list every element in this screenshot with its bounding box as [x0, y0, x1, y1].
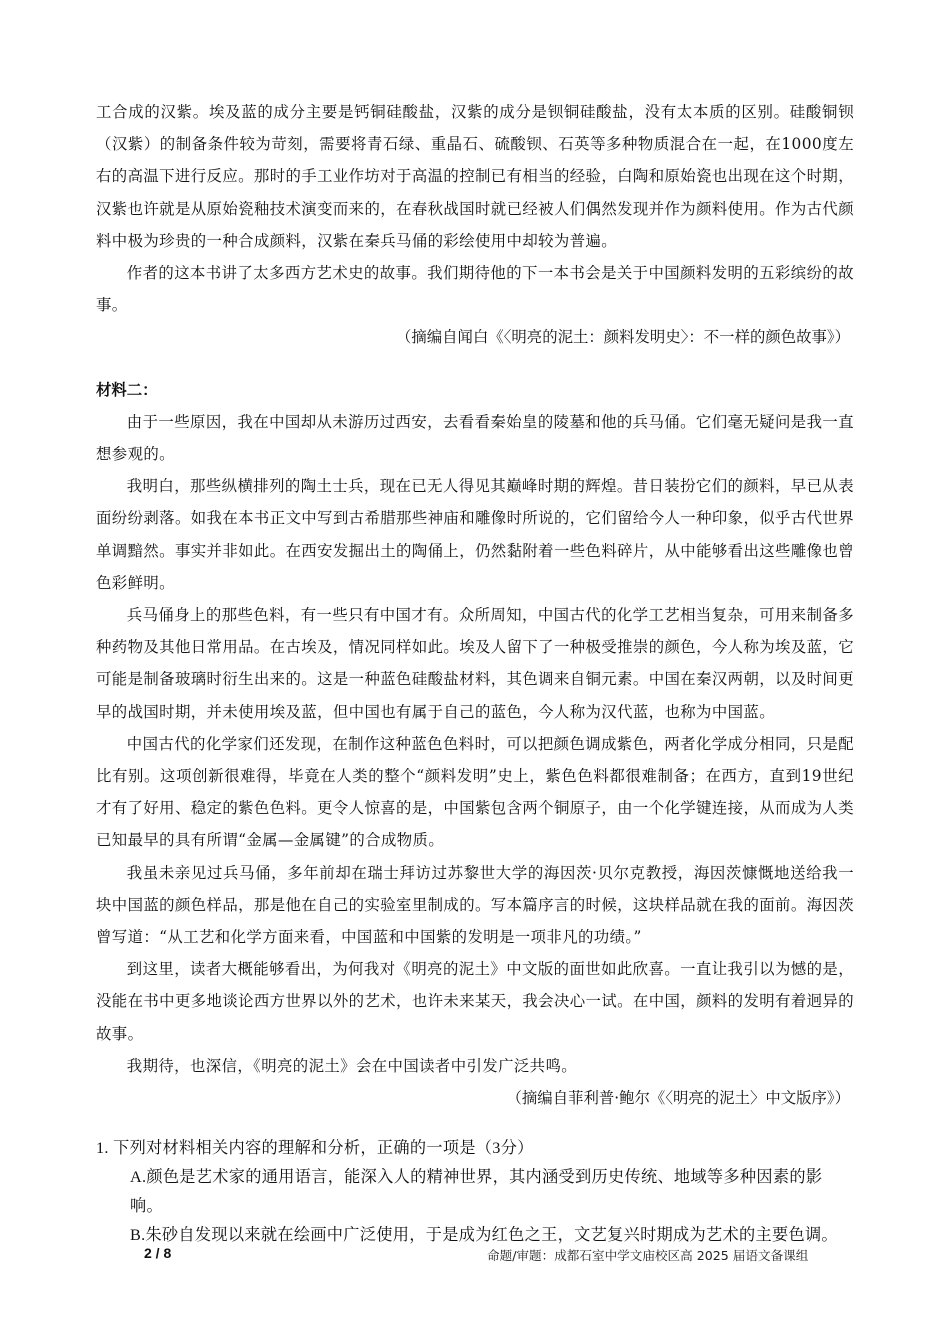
- material-2-paragraph-1: 由于一些原因，我在中国却从未游历过西安，去看看秦始皇的陵墓和他的兵马俑。它们毫无疑问是我一直想参观的。: [96, 412, 854, 464]
- material-2-paragraph-6: 到这里，读者大概能够看出，为何我对《明亮的泥土》中文版的面世如此欣喜。一直让我引以为憾的是，没能在书中更多地谈论西方世界以外的艺术，也许未来某天，我会决心一试。在中国，颜料的发明有着迥异的故事。: [96, 960, 854, 1043]
- material-2: [96, 374, 854, 1115]
- material-1-continued: [96, 96, 854, 354]
- page-footer: [0, 1245, 950, 1267]
- question-1-option-a: A.颜色是艺术家的通用语言，能深入人的精神世界，其内涵受到历史传统、地域等多种因素的影响。: [130, 1168, 823, 1216]
- question-1-option-b: B.朱砂自发现以来就在绘画中广泛使用，于是成为红色之王，文艺复兴时期成为艺术的主要色调。: [130, 1226, 838, 1245]
- footer-note: 命题/审题：成都石室中学文庙校区高 2025 届语文备课组: [487, 1248, 809, 1263]
- material-1-paragraph-1: 工合成的汉紫。埃及蓝的成分主要是钙铜硅酸盐，汉紫的成分是钡铜硅酸盐，没有太本质的区别。硅酸铜钡（汉紫）的制备条件较为苛刻，需要将青石绿、重晶石、硫酸钡、石英等多种物质混合在一起，在1000度左右的高温下进行反应。那时的手工业作坊对于高温的控制已有相当的经验，白陶和原始瓷也出现在这个时期，汉紫也许就是从原始瓷釉技术演变而来的，在春秋战国时就已经被人们偶然发现并作为颜料使用。作为古代颜料中极为珍贵的一种合成颜料，汉紫在秦兵马俑的彩绘使用中却较为普遍。: [96, 103, 854, 250]
- question-1: [96, 1134, 854, 1250]
- material-1-source: （摘编自闻白《〈明亮的泥土：颜料发明史〉：不一样的颜色故事》）: [395, 328, 850, 347]
- material-2-paragraph-5: 我虽未亲见过兵马俑，多年前却在瑞士拜访过苏黎世大学的海因茨·贝尔克教授，海因茨慷慨地送给我一块中国蓝的颜色样品，那是他在自己的实验室里制成的。写本篇序言的时候，这块样品就在我的面前。海因茨曾写道：“从工艺和化学方面来看，中国蓝和中国紫的发明是一项非凡的功绩。”: [96, 863, 854, 947]
- page-content: [96, 96, 854, 1250]
- material-2-paragraph-3: 兵马俑身上的那些色料，有一些只有中国才有。众所周知，中国古代的化学工艺相当复杂，可用来制备多种药物及其他日常用品。在古埃及，情况同样如此。埃及人留下了一种极受推崇的颜色，今人称为埃及蓝，它可能是制备玻璃时衍生出来的。这是一种蓝色硅酸盐材料，其色调来自铜元素。中国在秦汉两朝，以及时间更早的战国时期，并未使用埃及蓝，但中国也有属于自己的蓝色，今人称为汉代蓝，也称为中国蓝。: [96, 606, 854, 721]
- material-2-paragraph-7: 我期待，也深信，《明亮的泥土》会在中国读者中引发广泛共鸣。: [126, 1056, 578, 1075]
- material-2-paragraph-2: 我明白，那些纵横排列的陶土士兵，现在已无人得见其巅峰时期的辉煌。昔日装扮它们的颜料，早已从表面纷纷剥落。如我在本书正文中写到古希腊那些神庙和雕像时所说的，它们留给今人一种印象，似乎古代世界单调黯然。事实并非如此。在西安发掘出土的陶俑上，仍然黏附着一些色料碎片，从中能够看出这些雕像也曾色彩鲜明。: [96, 477, 854, 592]
- material-2-heading: 材料二：: [96, 380, 158, 399]
- question-1-stem: 1. 下列对材料相关内容的理解和分析，正确的一项是（3分）: [96, 1139, 534, 1158]
- material-2-source: （摘编自菲利普·鲍尔《〈明亮的泥土〉中文版序》）: [506, 1089, 850, 1108]
- material-1-paragraph-2: 作者的这本书讲了太多西方艺术史的故事。我们期待他的下一本书会是关于中国颜料发明的五彩缤纷的故事。: [96, 264, 854, 315]
- page-number: 2 / 8: [144, 1245, 172, 1261]
- material-2-paragraph-4: 中国古代的化学家们还发现，在制作这种蓝色色料时，可以把颜色调成紫色，两者化学成分相同，只是配比有别。这项创新很难得，毕竟在人类的整个“颜料发明”史上，紫色色料都很难制备；在西方，直到19世纪才有了好用、稳定的紫色色料。更令人惊喜的是，中国紫包含两个铜原子，由一个化学键连接，从而成为人类已知最早的具有所谓“金属—金属键”的合成物质。: [96, 734, 854, 850]
